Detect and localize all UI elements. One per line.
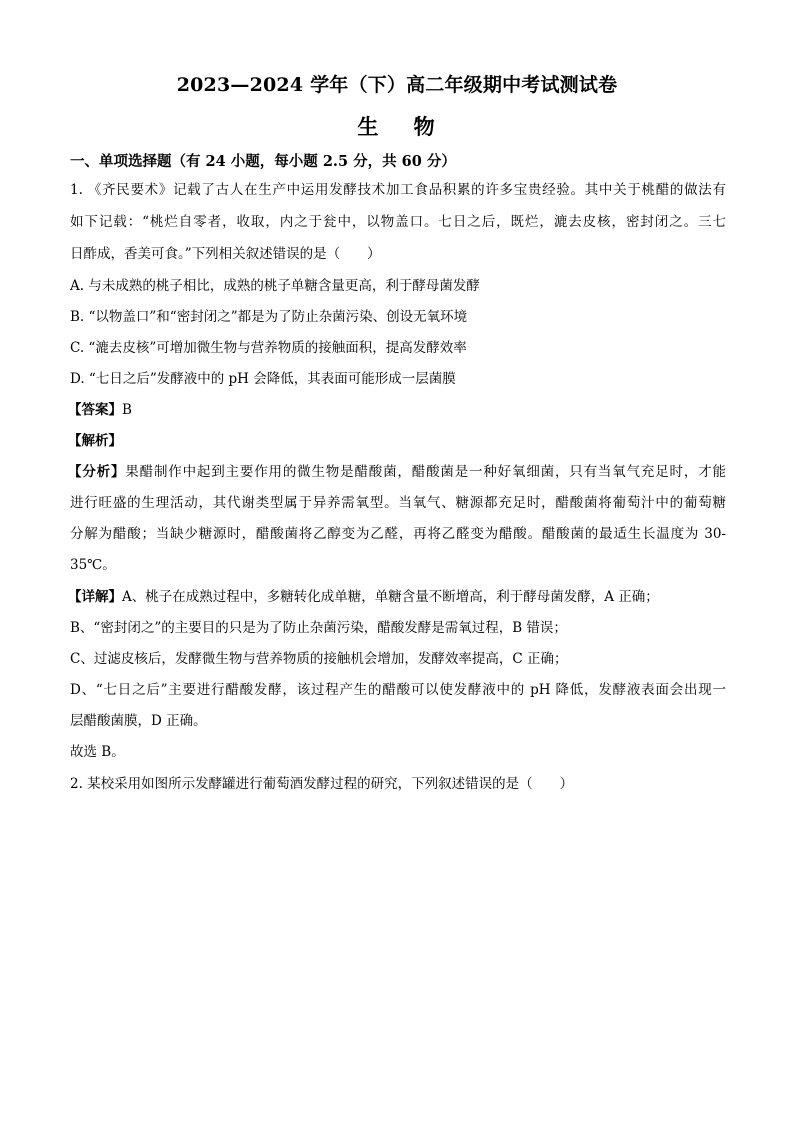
fenxi-line: 分解为醋酸；当缺少糖源时，醋酸菌将乙醇变为乙醛，再将乙醛变为醋酸。醋酸菌的最适生长温度为 30- <box>70 526 726 542</box>
section-heading: 一、单项选择题（有 24 小题，每小题 2.5 分，共 60 分） <box>70 153 456 170</box>
xiangjie-line <box>68 589 726 605</box>
q1-stem-line: 日酢成，香美可食。”下列相关叙述错误的是（ ） <box>70 246 381 262</box>
xiangjie-line: D、“七日之后”主要进行醋酸发酵，该过程产生的醋酸可以使发酵液中的 pH 降低，发酵液表面会出现一 <box>70 682 726 698</box>
xiangjie-text: A、桃子在成熟过程中，多糖转化成单糖，单糖含量不断增高，利于酵母菌发酵，A 正确； <box>122 589 659 605</box>
q1-stem-line: 如下记载：“桃烂自零者，收取，内之于瓮中，以物盖口。七日之后，既烂，漉去皮核，密封闭之。三七 <box>70 214 726 230</box>
exam-title: 2023—2024 学年（下）高二年级期中考试测试卷 <box>176 74 618 96</box>
xiangjie-label: 【详解】 <box>68 589 122 605</box>
answer-line <box>68 402 724 418</box>
q1-option-d: D. “七日之后”发酵液中的 pH 会降低，其表面可能形成一层菌膜 <box>70 371 456 387</box>
xiangjie-line: 故选 B。 <box>70 744 125 760</box>
fenxi-text: 果醋制作中起到主要作用的微生物是醋酸菌，醋酸菌是一种好氧细菌，只有当氧气充足时，才能 <box>125 464 726 480</box>
answer-value: B <box>122 402 132 418</box>
analysis-label: 【解析】 <box>68 433 122 449</box>
q1-option-b: B. “以物盖口”和“密封闭之”都是为了防止杂菌污染、创设无氧环境 <box>70 309 468 325</box>
q1-stem-line: 1. 《齐民要术》记载了古人在生产中运用发酵技术加工食品积累的许多宝贵经验。其中关于桃醋的做法有 <box>70 182 726 198</box>
q1-option-c: C. “漉去皮核”可增加微生物与营养物质的接触面积，提高发酵效率 <box>70 340 467 356</box>
fenxi-line: 进行旺盛的生理活动，其代谢类型属于异养需氧型。当氧气、糖源都充足时，醋酸菌将葡萄汁中的葡萄糖 <box>70 495 726 511</box>
xiangjie-line: B、“密封闭之”的主要目的只是为了防止杂菌污染，醋酸发酵是需氧过程，B 错误； <box>70 620 567 636</box>
q2-stem: 2. 某校采用如图所示发酵罐进行葡萄酒发酵过程的研究，下列叙述错误的是（ ） <box>70 776 574 792</box>
xiangjie-line: C、过滤皮核后，发酵微生物与营养物质的接触机会增加，发酵效率提高，C 正确； <box>70 651 568 667</box>
q1-option-a: A. 与未成熟的桃子相比，成熟的桃子单糖含量更高，利于酵母菌发酵 <box>70 278 480 294</box>
analysis-line <box>68 433 724 449</box>
subject-title: 生 物 <box>357 114 449 139</box>
xiangjie-line: 层醋酸菌膜，D 正确。 <box>70 713 207 729</box>
fenxi-line: 35℃。 <box>70 557 116 573</box>
fenxi-line <box>68 464 726 480</box>
fenxi-label: 【分析】 <box>68 464 126 480</box>
answer-label: 【答案】 <box>68 402 122 418</box>
